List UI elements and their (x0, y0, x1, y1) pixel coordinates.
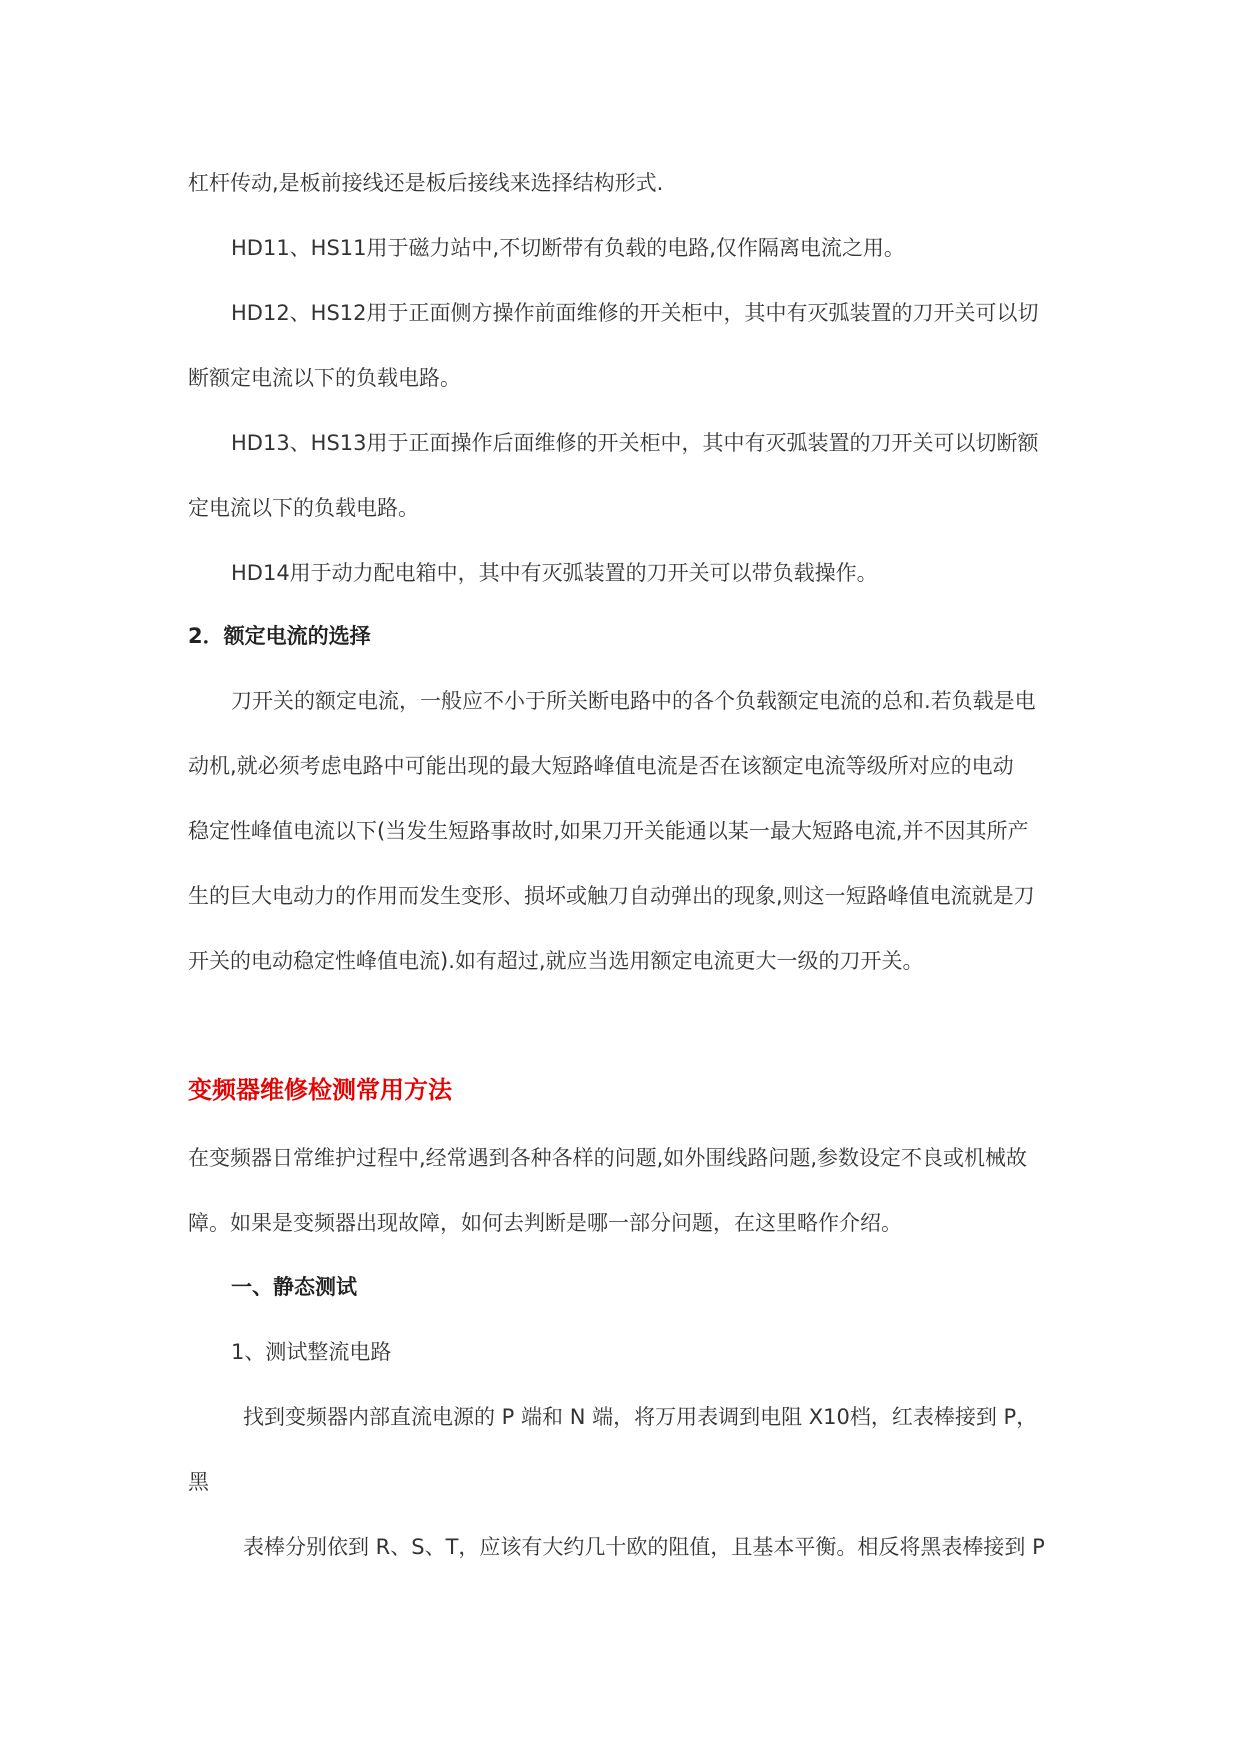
subsection-heading: 一、静态测试 (231, 1275, 357, 1299)
section-heading: 2．额定电流的选择 (188, 624, 371, 648)
paragraph-line: 黑 (188, 1470, 209, 1494)
paragraph-line: 表棒分别依到 R、S、T，应该有大约几十欧的阻值，且基本平衡。相反将黑表棒接到 P (243, 1535, 1045, 1559)
paragraph-line: 生的巨大电动力的作用而发生变形、损坏或触刀自动弹出的现象,则这一短路峰值电流就是刀 (188, 884, 1035, 908)
paragraph-line: HD11、HS11用于磁力站中,不切断带有负载的电路,仅作隔离电流之用。 (231, 236, 905, 260)
article-title: 变频器维修检测常用方法 (188, 1076, 452, 1104)
paragraph-line: 找到变频器内部直流电源的 P 端和 N 端，将万用表调到电阻 X10档，红表棒接到 P， (243, 1405, 1038, 1429)
paragraph-line: HD13、HS13用于正面操作后面维修的开关柜中，其中有灭弧装置的刀开关可以切断额 (231, 431, 1039, 455)
paragraph-line: 开关的电动稳定性峰值电流).如有超过,就应当选用额定电流更大一级的刀开关。 (188, 949, 924, 973)
paragraph-line: 刀开关的额定电流，一般应不小于所关断电路中的各个负载额定电流的总和.若负载是电 (231, 689, 1036, 713)
paragraph-line: 动机,就必须考虑电路中可能出现的最大短路峰值电流是否在该额定电流等级所对应的电动 (188, 754, 1014, 778)
paragraph-line: 定电流以下的负载电路。 (188, 496, 419, 520)
paragraph-line: 在变频器日常维护过程中,经常遇到各种各样的问题,如外围线路问题,参数设定不良或机械故 (188, 1146, 1028, 1170)
paragraph-line: 断额定电流以下的负载电路。 (188, 366, 461, 390)
paragraph-line: 稳定性峰值电流以下(当发生短路事故时,如果刀开关能通以某一最大短路电流,并不因其所产 (188, 819, 1029, 843)
paragraph-line: 障。如果是变频器出现故障，如何去判断是哪一部分问题，在这里略作介绍。 (188, 1211, 902, 1235)
paragraph-line: HD12、HS12用于正面侧方操作前面维修的开关柜中，其中有灭弧装置的刀开关可以切 (231, 301, 1039, 325)
paragraph-line: 杠杆传动,是板前接线还是板后接线来选择结构形式. (188, 171, 664, 195)
paragraph-line: 1、测试整流电路 (231, 1340, 392, 1364)
paragraph-line: HD14用于动力配电箱中，其中有灭弧装置的刀开关可以带负载操作。 (231, 561, 878, 585)
